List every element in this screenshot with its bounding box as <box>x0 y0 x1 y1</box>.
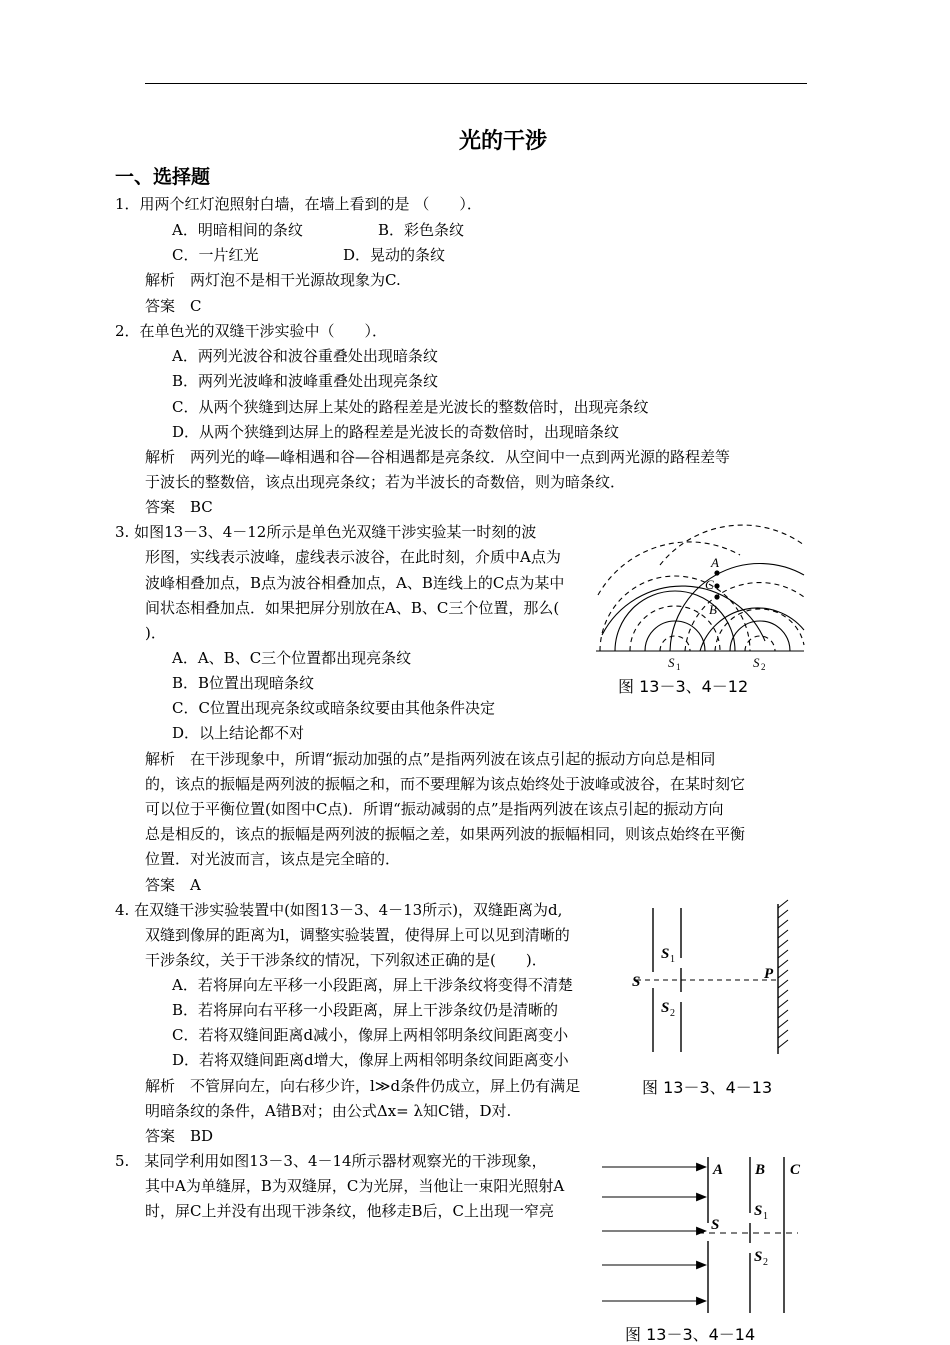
q3-stem-line3: 波峰相叠加点，B点为波谷相叠加点，A、B连线上的C点为某中 <box>145 574 565 592</box>
q2-option-d: D．从两个狭缝到达屏上的路程差是光波长的奇数倍时，出现暗条纹 <box>172 423 620 441</box>
q3-stem-line2: 形图，实线表示波峰，虚线表示波谷，在此时刻，介质中A点为 <box>145 548 561 566</box>
q3-option-b: B．B位置出现暗条纹 <box>172 674 315 692</box>
q3-explanation-line5: 位置．对光波而言，该点是完全暗的． <box>145 850 401 868</box>
fig14-label-s: S <box>711 1217 720 1233</box>
fig14-label-s2: S <box>754 1249 763 1265</box>
q5-stem-line2: 其中A为单缝屏，B为双缝屏，C为光屏，当他让一束阳光照射A <box>145 1177 565 1195</box>
fig12-label-s1-sub: 1 <box>676 662 681 672</box>
q4-option-a: A．若将屏向左平移一小段距离，屏上干涉条纹将变得不清楚 <box>172 976 573 994</box>
fig14-label-s1-sub: 1 <box>763 1211 768 1222</box>
fig12-label-b: B <box>709 602 717 617</box>
q4-stem-line3: 干涉条纹，关于干涉条纹的情况，下列叙述正确的是( )． <box>145 951 547 969</box>
q3-explanation-line3: 可以位于平衡位置(如图中C点)．所谓“振动减弱的点”是指两列波在该点引起的振动方向 <box>145 800 724 818</box>
q1-option-c: C．一片红光 <box>172 246 259 264</box>
page-title: 光的干涉 <box>459 129 548 154</box>
q2-stem: 2．在单色光的双缝干涉实验中（ ）． <box>115 322 388 340</box>
q2-option-a: A．两列光波谷和波谷重叠处出现暗条纹 <box>172 347 438 365</box>
q3-option-d: D．以上结论都不对 <box>172 724 305 742</box>
fig13-label-s1-sub: 1 <box>670 954 675 965</box>
fig13-label-s: S <box>632 974 641 990</box>
q3-answer: 答案 A <box>145 876 201 894</box>
figure-caption-13: 图 13－3、4－13 <box>642 1078 773 1097</box>
q3-option-a: A．A、B、C三个位置都出现亮条纹 <box>172 649 412 667</box>
q1-option-d: D．晃动的条纹 <box>343 246 446 264</box>
q5-stem-line3: 时，屏C上并没有出现干涉条纹，他移走B后，C上出现一窄亮 <box>145 1202 554 1220</box>
fig14-label-b: B <box>755 1162 766 1178</box>
q1-option-a: A．明暗相间的条纹 <box>172 221 303 239</box>
q2-option-c: C．从两个狭缝到达屏上某处的路程差是光波长的整数倍时，出现亮条纹 <box>172 398 649 416</box>
q4-explanation-line2: 明暗条纹的条件，A错B对；由公式Δx= λ知C错，D对. <box>145 1102 512 1120</box>
figure-caption-14: 图 13－3、4－14 <box>625 1325 756 1344</box>
q1-stem: 1．用两个红灯泡照射白墙，在墙上看到的是 （ ）． <box>115 195 482 213</box>
q3-stem-line1: 3. 如图13－3、4－12所示是单色光双缝干涉实验某一时刻的波 <box>115 523 537 541</box>
q1-answer: 答案 C <box>145 297 202 315</box>
figure-double-slit <box>628 900 798 1060</box>
header-rule <box>145 83 807 84</box>
q2-explanation-line1: 解析 两列光的峰—峰相遇和谷—谷相遇都是亮条纹．从空间中一点到两光源的路程差等 <box>145 448 731 466</box>
figure-wave-interference <box>590 525 810 675</box>
section-heading: 一、选择题 <box>115 166 211 188</box>
q3-stem-line5: )． <box>145 624 166 642</box>
fig13-label-s1: S <box>661 946 670 962</box>
fig14-label-s2-sub: 2 <box>763 1257 768 1268</box>
figure-slit-screens <box>598 1155 808 1315</box>
fig14-label-a: A <box>713 1162 724 1178</box>
fig13-label-s2: S <box>661 1000 670 1016</box>
q4-option-c: C．若将双缝间距离d减小，像屏上两相邻明条纹间距离变小 <box>172 1026 569 1044</box>
fig14-label-s1: S <box>754 1203 763 1219</box>
fig12-label-c: C <box>705 577 714 592</box>
q4-stem-line2: 双缝到像屏的距离为l，调整实验装置，使得屏上可以见到清晰的 <box>145 926 570 944</box>
q3-option-c: C．C位置出现亮条纹或暗条纹要由其他条件决定 <box>172 699 495 717</box>
fig13-label-s2-sub: 2 <box>670 1008 675 1019</box>
fig13-label-p: P <box>764 966 774 982</box>
fig14-label-c: C <box>790 1162 801 1178</box>
q5-stem-line1: 5. 某同学利用如图13－3、4－14所示器材观察光的干涉现象， <box>115 1152 547 1170</box>
q1-option-b: B．彩色条纹 <box>378 221 465 239</box>
q4-answer: 答案 BD <box>145 1127 214 1145</box>
q4-stem-line1: 4. 在双缝干涉实验装置中(如图13－3、4－13所示)，双缝距离为d, <box>115 901 563 919</box>
q4-option-d: D．若将双缝间距离d增大，像屏上两相邻明条纹间距离变小 <box>172 1051 569 1069</box>
q2-explanation-line2: 于波长的整数倍，该点出现亮条纹；若为半波长的奇数倍，则为暗条纹． <box>145 473 626 491</box>
q3-explanation-line2: 的，该点的振幅是两列波的振幅之和，而不要理解为该点始终处于波峰或波谷，在某时刻它 <box>145 775 746 793</box>
fig12-label-s1: S <box>668 655 675 670</box>
figure-caption-12: 图 13－3、4－12 <box>618 677 749 696</box>
fig12-label-s2-sub: 2 <box>761 662 766 672</box>
q2-option-b: B．两列光波峰和波峰重叠处出现亮条纹 <box>172 372 439 390</box>
q3-stem-line4: 间状态相叠加点．如果把屏分别放在A、B、C三个位置，那么( <box>145 599 560 617</box>
q1-explanation: 解析 两灯泡不是相干光源故现象为C. <box>145 271 401 289</box>
q4-option-b: B．若将屏向右平移一小段距离，屏上干涉条纹仍是清晰的 <box>172 1001 559 1019</box>
q4-explanation-line1: 解析 不管屏向左，向右移少许，l≫d条件仍成立，屏上仍有满足 <box>145 1077 581 1095</box>
q3-explanation-line1: 解析 在干涉现象中，所谓“振动加强的点”是指两列波在该点引起的振动方向总是相同 <box>145 750 716 768</box>
fig12-label-a: A <box>711 555 719 570</box>
q3-explanation-line4: 总是相反的，该点的振幅是两列波的振幅之差，如果两列波的振幅相同，则该点始终在平衡 <box>145 825 746 843</box>
q2-answer: 答案 BC <box>145 498 213 516</box>
fig12-label-s2: S <box>753 655 760 670</box>
